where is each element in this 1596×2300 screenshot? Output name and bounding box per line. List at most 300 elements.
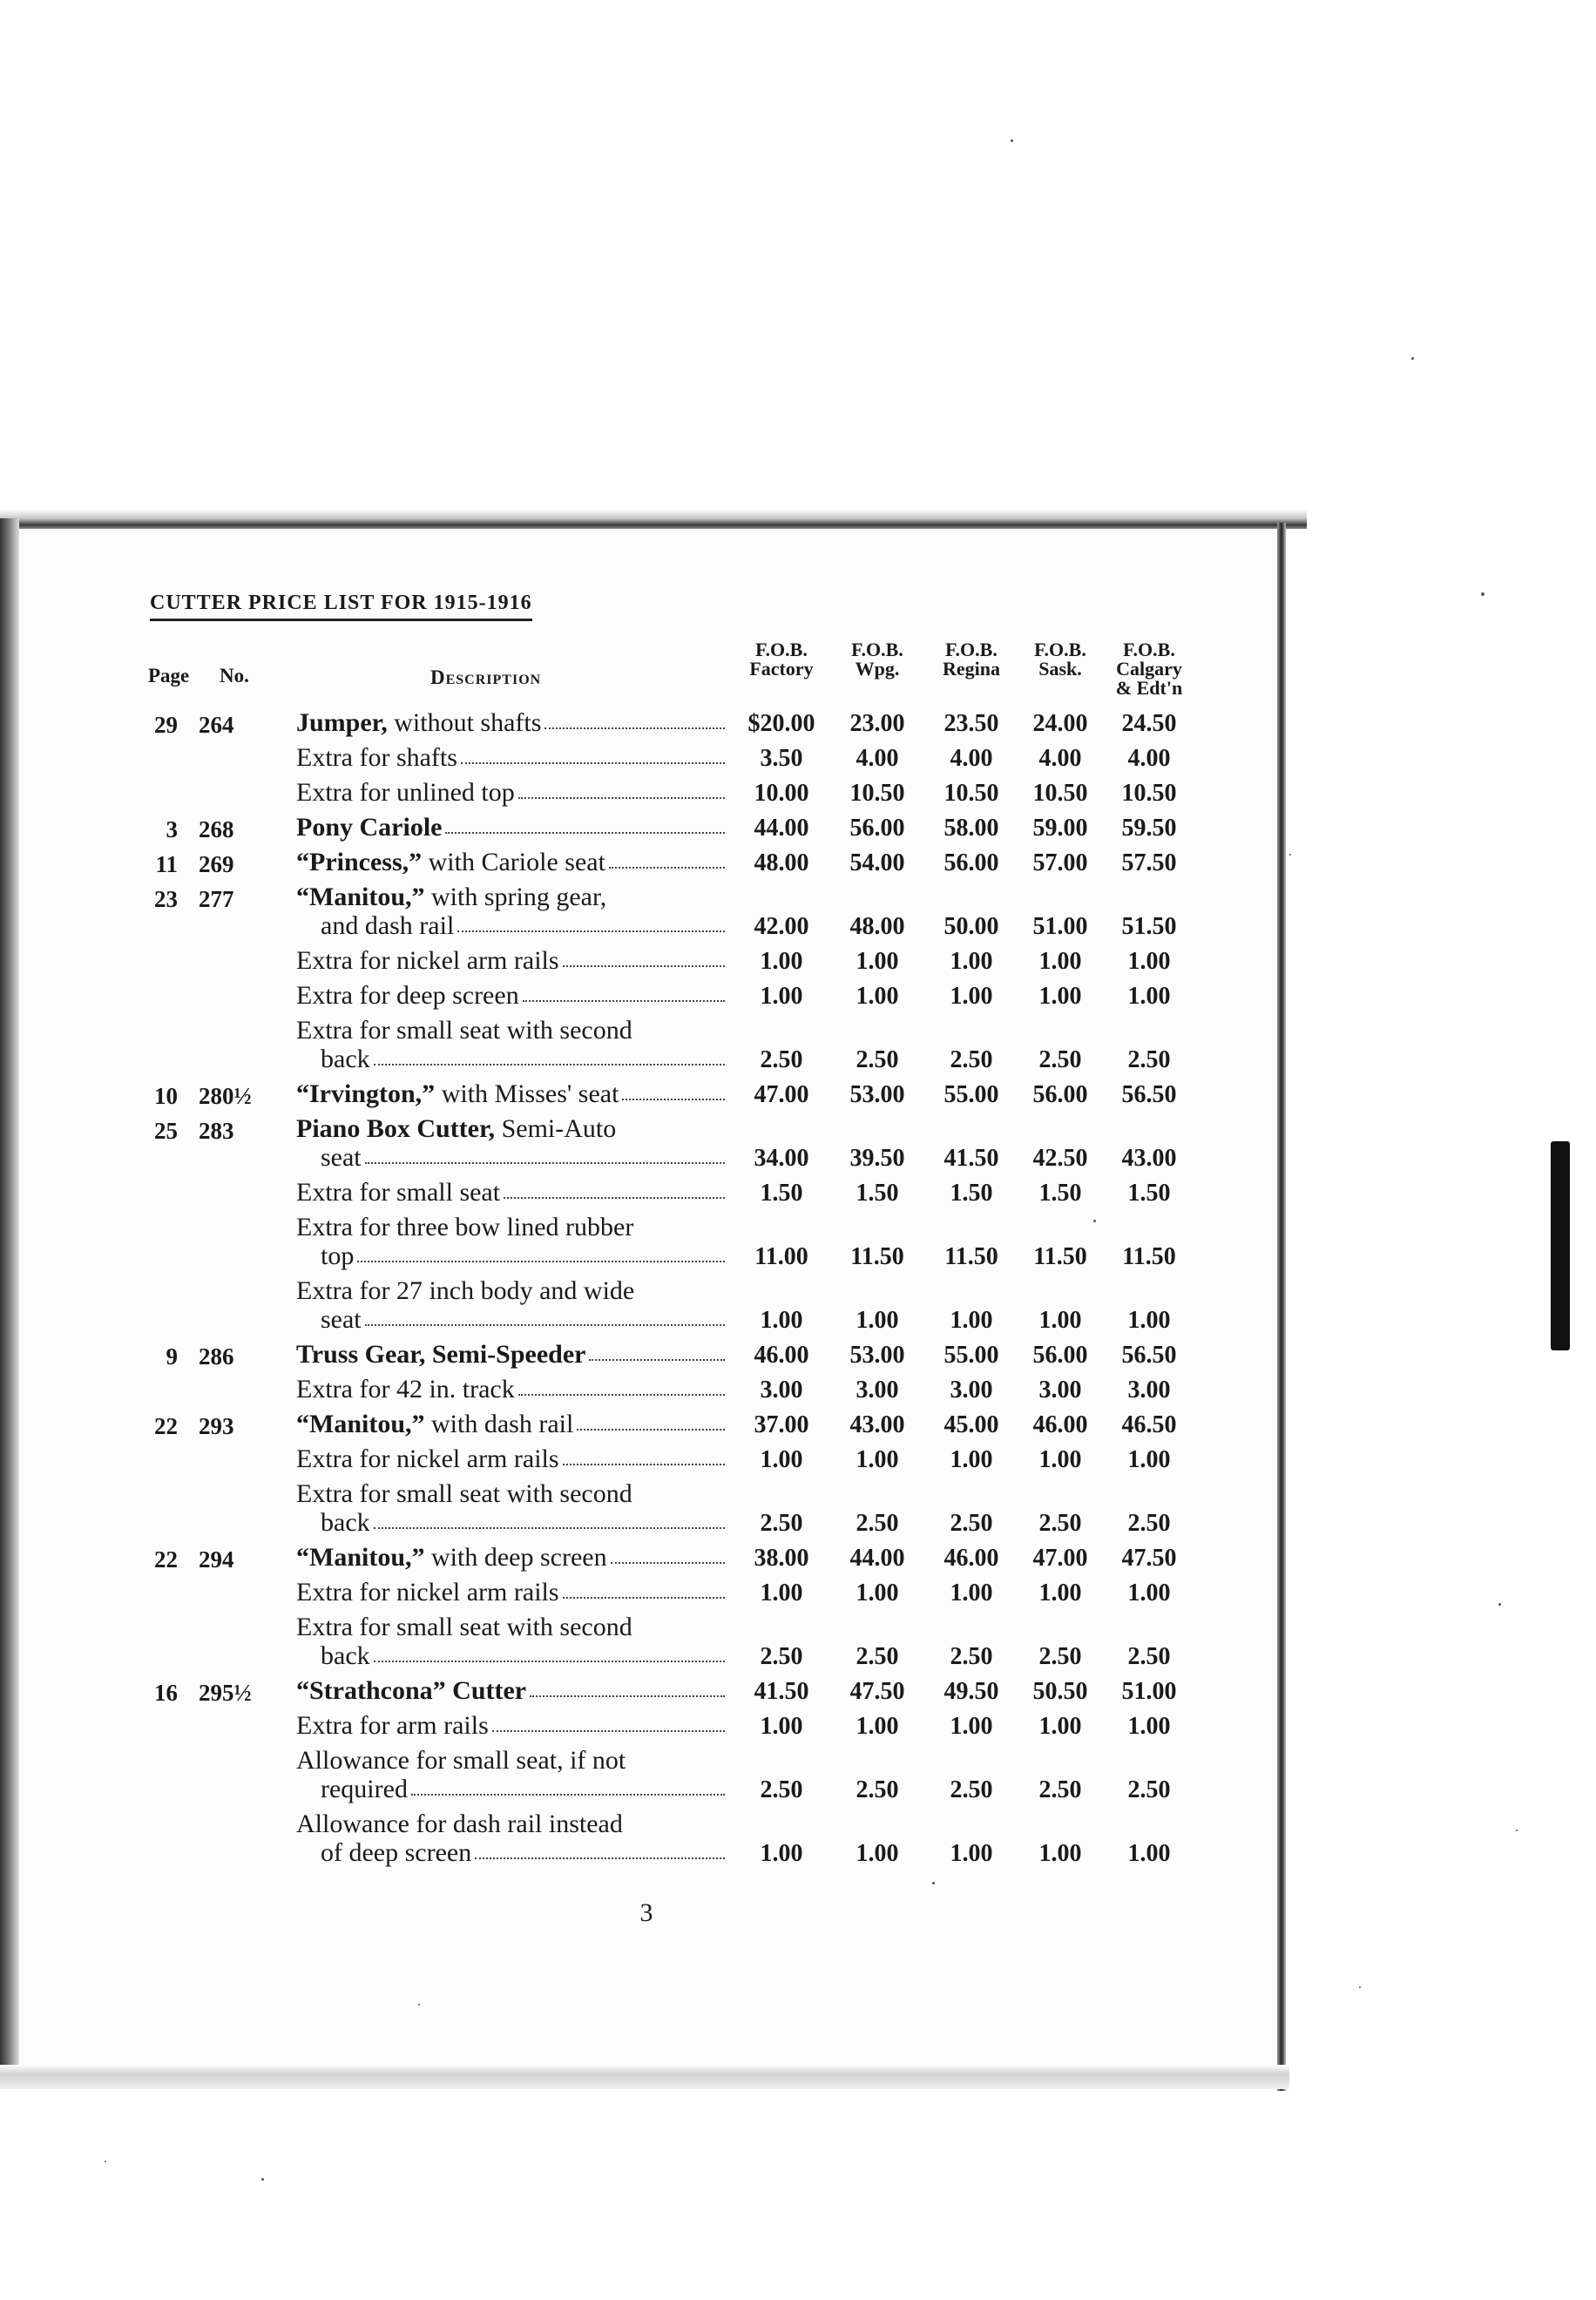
price-col-0: 3.00: [760, 1377, 803, 1404]
dot-leader: [374, 1641, 725, 1662]
row-description: [296, 1578, 728, 1607]
item-text: Extra for arm rails: [296, 1711, 489, 1740]
table-row: [19, 1613, 1277, 1676]
dot-leader: [563, 1578, 725, 1599]
scan-speck: [1516, 1830, 1518, 1831]
price-col-0: 42.00: [754, 913, 809, 940]
price-col-4: 10.50: [1121, 780, 1177, 807]
item-text: top: [321, 1241, 355, 1270]
description-line: [296, 1711, 728, 1740]
dot-leader: [365, 1305, 725, 1326]
table-row: [19, 708, 1277, 743]
item-text: Extra for small seat with second: [296, 1613, 632, 1641]
price-col-1: 2.50: [855, 1643, 899, 1670]
description-line: [296, 848, 728, 876]
row-description: [296, 778, 728, 807]
price-col-4: 24.50: [1121, 710, 1177, 737]
price-col-2: 1.00: [950, 1446, 993, 1473]
price-col-2: 41.50: [943, 1145, 999, 1172]
row-description: [296, 1213, 728, 1270]
price-col-3: 1.00: [1038, 983, 1082, 1010]
price-col-3: 11.50: [1033, 1243, 1087, 1270]
scan-speck: [105, 2161, 106, 2162]
scan-speck: [261, 2178, 264, 2181]
price-col-4: 46.50: [1121, 1411, 1177, 1438]
description-line: [296, 778, 728, 807]
dot-leader: [457, 911, 725, 932]
table-row: [19, 813, 1277, 848]
table-row: [19, 1444, 1277, 1479]
description-line: [296, 1746, 728, 1775]
price-col-3: 56.00: [1032, 1081, 1088, 1108]
price-col-4: 56.50: [1121, 1081, 1177, 1108]
row-page: 22: [154, 1546, 178, 1573]
price-col-0: 1.00: [760, 1840, 803, 1867]
scan-shadow-right: [1277, 523, 1286, 2091]
price-col-0: 11.00: [754, 1243, 808, 1270]
item-name: Jumper,: [296, 708, 388, 737]
row-description: [296, 1711, 728, 1740]
price-col-4: 2.50: [1127, 1046, 1171, 1073]
dot-leader: [563, 1444, 725, 1465]
header-page: Page: [148, 665, 190, 687]
price-col-2: 2.50: [950, 1776, 993, 1803]
description-line: [296, 708, 728, 737]
description-line: [296, 1479, 728, 1508]
dot-leader: [589, 1340, 725, 1361]
dot-leader: [518, 1375, 725, 1396]
item-text: of deep screen: [321, 1838, 472, 1867]
price-col-1: 4.00: [855, 745, 899, 772]
description-line: [296, 1241, 728, 1270]
price-col-3: 56.00: [1032, 1342, 1088, 1369]
price-col-4: 57.50: [1121, 849, 1177, 876]
price-col-1: 1.00: [855, 1840, 899, 1867]
price-col-4: 51.00: [1121, 1678, 1177, 1705]
item-name: Truss Gear, Semi-Speeder: [296, 1340, 586, 1369]
price-col-4: 1.00: [1127, 1307, 1171, 1334]
price-col-2: 1.00: [950, 1713, 993, 1740]
price-col-2: 4.00: [950, 745, 993, 772]
header-price-line: & Edt'n: [1115, 677, 1183, 699]
description-line: [296, 1613, 728, 1641]
item-text: seat: [321, 1305, 362, 1334]
row-page: 11: [155, 851, 178, 877]
header-description: Description: [430, 666, 542, 688]
price-col-0: 3.50: [760, 745, 803, 772]
price-col-0: 41.50: [754, 1678, 809, 1705]
scan-speck: [1289, 854, 1291, 856]
dot-leader: [411, 1775, 725, 1796]
binder-tab: [1551, 1141, 1570, 1350]
price-col-0: 2.50: [760, 1776, 803, 1803]
item-text: Extra for deep screen: [296, 981, 519, 1010]
price-col-1: 10.50: [849, 780, 905, 807]
row-number: 295½: [199, 1680, 252, 1706]
price-col-1: 43.00: [849, 1411, 905, 1438]
item-text: with deep screen: [424, 1543, 607, 1572]
scan-speck: [1011, 139, 1013, 142]
description-line: [296, 1276, 728, 1305]
table-row: [19, 848, 1277, 883]
price-col-1: 11.50: [850, 1243, 904, 1270]
description-line: [296, 1375, 728, 1404]
description-line: [296, 1838, 728, 1867]
item-text: seat: [321, 1143, 362, 1172]
price-col-0: 47.00: [754, 1081, 809, 1108]
scan-speck: [1498, 1603, 1501, 1606]
dot-leader: [609, 848, 725, 869]
dot-leader: [445, 813, 725, 834]
item-text: Extra for nickel arm rails: [296, 1578, 559, 1607]
price-col-0: 38.00: [754, 1545, 809, 1572]
dot-leader: [523, 981, 725, 1002]
price-col-2: 45.00: [943, 1411, 999, 1438]
price-col-3: 2.50: [1038, 1510, 1082, 1537]
item-text: Extra for unlined top: [296, 778, 515, 807]
row-page: 16: [154, 1680, 178, 1706]
price-col-2: 50.00: [943, 913, 999, 940]
item-text: Extra for small seat with second: [296, 1016, 632, 1045]
item-text: required: [321, 1775, 408, 1803]
page-number: 3: [639, 1898, 653, 1927]
price-col-4: 4.00: [1127, 745, 1171, 772]
price-col-2: 55.00: [943, 1342, 999, 1369]
description-line: [296, 911, 728, 940]
row-page: 9: [166, 1343, 178, 1370]
dot-leader: [622, 1079, 725, 1100]
price-col-1: 48.00: [849, 913, 905, 940]
price-col-4: 2.50: [1127, 1643, 1171, 1670]
price-col-2: 10.50: [943, 780, 999, 807]
price-col-1: 23.00: [849, 710, 905, 737]
price-col-1: 47.50: [849, 1678, 905, 1705]
price-col-0: 44.00: [754, 815, 809, 842]
price-col-3: 46.00: [1032, 1411, 1088, 1438]
price-col-1: 1.00: [855, 1446, 899, 1473]
price-col-3: 24.00: [1032, 710, 1088, 737]
description-line: [296, 1508, 728, 1537]
price-col-2: 1.00: [950, 1307, 993, 1334]
header-price-col-4: [1092, 640, 1206, 698]
row-description: [296, 743, 728, 772]
dot-leader: [365, 1143, 725, 1164]
item-text: Allowance for dash rail instead: [296, 1810, 623, 1838]
description-line: [296, 1178, 728, 1207]
row-description: [296, 813, 728, 842]
price-col-2: 2.50: [950, 1510, 993, 1537]
price-col-1: 2.50: [855, 1776, 899, 1803]
header-price-line: F.O.B.: [945, 639, 998, 660]
price-col-3: 1.00: [1038, 948, 1082, 975]
table-row: [19, 946, 1277, 981]
price-col-4: 56.50: [1121, 1342, 1177, 1369]
price-col-1: 53.00: [849, 1342, 905, 1369]
price-col-2: 49.50: [943, 1678, 999, 1705]
price-col-2: 56.00: [943, 849, 999, 876]
description-line: [296, 1016, 728, 1045]
item-text: and dash rail: [321, 911, 455, 940]
dot-leader: [461, 743, 725, 764]
price-col-1: 56.00: [849, 815, 905, 842]
price-col-1: 3.00: [855, 1377, 899, 1404]
row-page: 3: [166, 816, 178, 842]
price-col-3: 3.00: [1038, 1377, 1082, 1404]
price-col-1: 1.00: [855, 1713, 899, 1740]
scan-speck: [1481, 592, 1484, 596]
description-line: [296, 1641, 728, 1670]
price-col-3: 1.00: [1038, 1307, 1082, 1334]
price-col-3: 2.50: [1038, 1776, 1082, 1803]
table-row: [19, 1543, 1277, 1578]
row-description: [296, 1746, 728, 1803]
price-col-0: $20.00: [747, 710, 815, 737]
description-line: [296, 1305, 728, 1334]
price-col-2: 3.00: [950, 1377, 993, 1404]
row-number: 269: [199, 851, 234, 877]
price-col-4: 43.00: [1121, 1145, 1177, 1172]
price-col-3: 2.50: [1038, 1046, 1082, 1073]
price-col-1: 1.00: [855, 1580, 899, 1607]
price-col-4: 1.50: [1127, 1180, 1171, 1207]
row-description: [296, 1479, 728, 1537]
price-col-3: 1.00: [1038, 1580, 1082, 1607]
item-text: back: [321, 1508, 370, 1537]
description-line: [296, 1543, 728, 1572]
dot-leader: [357, 1241, 725, 1262]
item-name: “Manitou,”: [296, 1410, 425, 1438]
table-row: [19, 1479, 1277, 1543]
description-line: [296, 1143, 728, 1172]
item-name: “Manitou,”: [296, 883, 425, 911]
header-price-line: F.O.B.: [755, 639, 808, 660]
price-col-0: 2.50: [760, 1643, 803, 1670]
description-line: [296, 946, 728, 975]
scan-speck: [1411, 357, 1414, 360]
item-text: Extra for three bow lined rubber: [296, 1213, 634, 1241]
price-col-2: 1.50: [950, 1180, 993, 1207]
item-text: with dash rail: [424, 1410, 574, 1438]
row-description: [296, 1016, 728, 1073]
header-no: No.: [220, 665, 249, 687]
row-description: [296, 1178, 728, 1207]
price-col-2: 1.00: [950, 1580, 993, 1607]
item-name: “Strathcona” Cutter: [296, 1676, 527, 1705]
row-page: 25: [154, 1118, 178, 1144]
table-row: [19, 1676, 1277, 1711]
table-row: [19, 1079, 1277, 1114]
table-row: [19, 1178, 1277, 1213]
row-description: [296, 1340, 728, 1369]
item-text: Extra for nickel arm rails: [296, 1444, 559, 1473]
table-row: [19, 1711, 1277, 1746]
dot-leader: [563, 946, 725, 967]
dot-leader: [577, 1410, 725, 1431]
price-col-0: 48.00: [754, 849, 809, 876]
row-description: [296, 883, 728, 940]
dot-leader: [611, 1543, 725, 1564]
price-col-4: 1.00: [1127, 1446, 1171, 1473]
price-col-3: 4.00: [1038, 745, 1082, 772]
price-col-0: 1.00: [760, 983, 803, 1010]
row-page: 22: [154, 1413, 178, 1439]
price-col-0: 1.50: [760, 1180, 803, 1207]
description-line: [296, 813, 728, 842]
price-col-0: 1.00: [760, 1446, 803, 1473]
item-text: Extra for 42 in. track: [296, 1375, 515, 1404]
item-name: “Irvington,”: [296, 1079, 436, 1108]
table-row: [19, 981, 1277, 1016]
dot-leader: [374, 1045, 725, 1065]
table-row: [19, 1340, 1277, 1375]
row-description: [296, 946, 728, 975]
price-col-0: 34.00: [754, 1145, 809, 1172]
row-description: [296, 1676, 728, 1705]
table-row: [19, 1810, 1277, 1873]
price-col-0: 2.50: [760, 1046, 803, 1073]
price-col-0: 1.00: [760, 1580, 803, 1607]
header-price-col-1: [825, 640, 930, 679]
price-col-3: 47.00: [1032, 1545, 1088, 1572]
table-row: [19, 1276, 1277, 1340]
row-number: 268: [199, 816, 234, 842]
row-description: [296, 1114, 728, 1172]
price-col-2: 1.00: [950, 983, 993, 1010]
table-row: [19, 1746, 1277, 1810]
description-line: [296, 883, 728, 911]
row-number: 293: [199, 1413, 234, 1439]
price-col-3: 1.00: [1038, 1446, 1082, 1473]
description-line: [296, 743, 728, 772]
price-col-2: 2.50: [950, 1643, 993, 1670]
item-name: Pony Cariole: [296, 813, 443, 842]
price-col-0: 46.00: [754, 1342, 809, 1369]
row-description: [296, 1276, 728, 1334]
price-col-0: 1.00: [760, 948, 803, 975]
item-name: “Princess,”: [296, 848, 423, 876]
price-col-4: 1.00: [1127, 1840, 1171, 1867]
price-col-4: 51.50: [1121, 913, 1177, 940]
price-col-3: 1.00: [1038, 1713, 1082, 1740]
price-col-0: 1.00: [760, 1713, 803, 1740]
price-col-1: 2.50: [855, 1510, 899, 1537]
description-line: [296, 1114, 728, 1143]
row-number: 283: [199, 1118, 234, 1144]
description-line: [296, 1045, 728, 1073]
price-col-1: 39.50: [849, 1145, 905, 1172]
price-col-2: 55.00: [943, 1081, 999, 1108]
description-line: [296, 1444, 728, 1473]
row-description: [296, 1810, 728, 1867]
row-number: 286: [199, 1343, 234, 1370]
header-price-line: Regina: [943, 658, 1000, 680]
price-table: [19, 708, 1277, 1873]
price-col-1: 1.00: [855, 983, 899, 1010]
price-col-1: 54.00: [849, 849, 905, 876]
table-row: [19, 1410, 1277, 1444]
price-col-4: 2.50: [1127, 1776, 1171, 1803]
price-col-2: 11.50: [944, 1243, 998, 1270]
price-col-3: 10.50: [1032, 780, 1088, 807]
table-row: [19, 1114, 1277, 1178]
scan-speck: [418, 2004, 420, 2006]
table-row: [19, 1578, 1277, 1613]
item-text: Extra for shafts: [296, 743, 457, 772]
table-row: [19, 1213, 1277, 1276]
dot-leader: [475, 1838, 725, 1859]
header-price-line: Wpg.: [855, 658, 900, 680]
row-page: 10: [154, 1083, 178, 1109]
price-col-2: 1.00: [950, 1840, 993, 1867]
item-text: with Cariole seat: [422, 848, 605, 876]
row-description: [296, 1079, 728, 1108]
table-row: [19, 1016, 1277, 1079]
price-col-2: 2.50: [950, 1046, 993, 1073]
price-col-0: 2.50: [760, 1510, 803, 1537]
item-text: Extra for 27 inch body and wide: [296, 1276, 635, 1305]
dot-leader: [530, 1676, 725, 1697]
price-col-0: 10.00: [754, 780, 809, 807]
row-description: [296, 848, 728, 876]
item-text: Extra for small seat: [296, 1178, 501, 1207]
scan-shadow-left: [0, 518, 19, 2078]
price-col-0: 37.00: [754, 1411, 809, 1438]
price-col-2: 23.50: [943, 710, 999, 737]
item-name: Piano Box Cutter,: [296, 1114, 496, 1143]
price-col-3: 57.00: [1032, 849, 1088, 876]
dot-leader: [374, 1508, 725, 1529]
row-page: 29: [154, 712, 178, 738]
item-text: back: [321, 1641, 370, 1670]
description-line: [296, 1775, 728, 1803]
price-col-3: 42.50: [1032, 1145, 1088, 1172]
price-col-3: 2.50: [1038, 1643, 1082, 1670]
price-col-1: 53.00: [849, 1081, 905, 1108]
item-text: Extra for small seat with second: [296, 1479, 632, 1508]
row-description: [296, 708, 728, 737]
price-col-2: 1.00: [950, 948, 993, 975]
table-row: [19, 1375, 1277, 1410]
header-price-col-0: [720, 640, 842, 679]
table-row: [19, 883, 1277, 946]
header-price-line: F.O.B.: [1123, 639, 1175, 660]
row-description: [296, 1444, 728, 1473]
header-price-line: F.O.B.: [1034, 639, 1086, 660]
description-line: [296, 1079, 728, 1108]
scan-shadow-bottom: [0, 2065, 1289, 2089]
price-col-3: 1.50: [1038, 1180, 1082, 1207]
table-row: [19, 778, 1277, 813]
description-line: [296, 1578, 728, 1607]
price-col-0: 1.00: [760, 1307, 803, 1334]
table-row: [19, 743, 1277, 778]
header-price-line: Factory: [749, 658, 814, 680]
dot-leader: [518, 778, 725, 799]
scan-shadow-top: [0, 510, 1307, 529]
dot-leader: [504, 1178, 725, 1199]
price-col-4: 47.50: [1121, 1545, 1177, 1572]
description-line: [296, 981, 728, 1010]
scan-speck: [1093, 1220, 1096, 1222]
item-text: without shafts: [387, 708, 542, 737]
price-col-4: 1.00: [1127, 1580, 1171, 1607]
description-line: [296, 1810, 728, 1838]
page-title: CUTTER PRICE LIST FOR 1915-1916: [150, 592, 532, 621]
item-text: Allowance for small seat, if not: [296, 1746, 626, 1775]
price-col-4: 2.50: [1127, 1510, 1171, 1537]
header-price-line: Sask.: [1038, 658, 1082, 680]
scan-speck: [1359, 1986, 1361, 1988]
